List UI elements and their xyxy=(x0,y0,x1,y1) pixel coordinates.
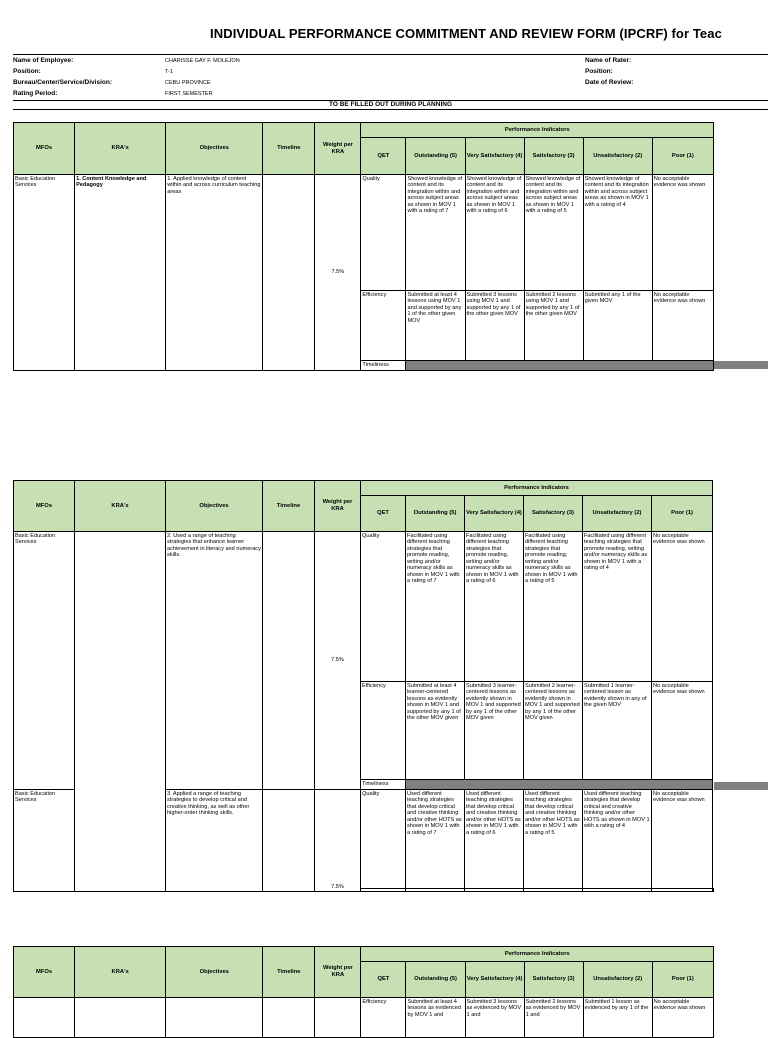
mfo-cell xyxy=(14,998,75,1038)
quality-very-satisfactory: Showed knowledge of content and its integration within and across subject areas as shown in MOV 1 with a rating of 6 xyxy=(465,175,524,291)
quality-satisfactory: Facilitated using different teaching strategies that promote reading, writing and/or numeracy skills as shown in MOV 1 with a rating of 5 xyxy=(524,532,583,682)
timeliness-bar xyxy=(406,361,714,371)
timeliness-bar-extension xyxy=(714,782,768,790)
quality-label: Quality xyxy=(361,175,406,291)
mfo-cell: Basic Education Services xyxy=(14,532,75,790)
weight-cell: 7.5% xyxy=(315,175,361,371)
quality3-very-satisfactory: Used different teaching strategies that develop critical and creative thinking and/or other HOTS as shown in MOV 1 with a rating of 6 xyxy=(465,790,524,889)
timeline-header: Timeline xyxy=(263,123,315,175)
very-satisfactory-header: Very Satisfactory (4) xyxy=(465,496,524,532)
planning-note: TO BE FILLED OUT DURING PLANNING xyxy=(328,101,453,108)
objectives-header: Objectives xyxy=(166,123,263,175)
kra-cell: 1. Content Knowledge and Pedagogy xyxy=(75,175,166,371)
outstanding-header: Outstanding (5) xyxy=(406,138,465,175)
rater-position-label: Position: xyxy=(585,68,613,75)
satisfactory-header: Satisfactory (3) xyxy=(524,962,583,998)
quality-outstanding: Showed knowledge of content and its integration within and across subject areas as shown in MOV 1 with a rating of 7 xyxy=(406,175,465,291)
objective-cell: 2. Used a range of teaching strategies that enhance learner achievement in literacy and numeracy skills. xyxy=(166,532,263,790)
performance-table-2 xyxy=(13,480,714,892)
very-satisfactory-header: Very Satisfactory (4) xyxy=(465,138,524,175)
outstanding-header: Outstanding (5) xyxy=(406,496,465,532)
performance-table-1 xyxy=(13,122,714,371)
efficiency-label: Efficiency xyxy=(361,998,406,1038)
weight-header: Weight per KRA xyxy=(315,123,361,175)
timeliness-bar xyxy=(406,780,713,790)
efficiency-outstanding: Submitted at least 4 lessons using MOV 1 and supported by any 1 of the other given MOV xyxy=(406,291,465,361)
quality-unsatisfactory: Showed knowledge of content and its integration within and across subject areas as shown in MOV 1 with a rating of 4 xyxy=(583,175,652,291)
efficiency-very-satisfactory: Submitted 3 lessons using MOV 1 and supported by any 1 of the other given MOV xyxy=(465,291,524,361)
weight-header: Weight per KRA xyxy=(315,947,361,998)
timeliness-bar-extension xyxy=(714,361,768,369)
outstanding-header: Outstanding (5) xyxy=(406,962,465,998)
position-value: T-1 xyxy=(165,69,173,75)
timeline-header: Timeline xyxy=(263,947,315,998)
poor-header: Poor (1) xyxy=(652,496,713,532)
kra-cell xyxy=(75,532,166,892)
unsatisfactory-header: Unsatisfactory (2) xyxy=(583,962,652,998)
rater-name-label: Name of Rater: xyxy=(585,57,632,64)
performance-indicators-header: Performance Indicators xyxy=(361,123,714,138)
mfo-cell: Basic Education Services xyxy=(14,175,75,371)
bureau-label: Bureau/Center/Service/Division: xyxy=(13,79,112,86)
efficiency-satisfactory: Submitted 2 learner-centered lessons as evidently shown in MOV 1 and supported by any 1 of the other MOV given xyxy=(524,682,583,780)
timeline-cell xyxy=(263,998,315,1038)
quality-label-3: Quality xyxy=(361,790,406,889)
kras-header: KRA's xyxy=(75,123,166,175)
quality3-unsatisfactory: Used different teaching strategies that develop critical and creative thinking and/or other HOTS as shown in MOV 1 with a rating of 4 xyxy=(583,790,652,889)
quality-outstanding: Facilitated using different teaching strategies that promote reading, writing and/or numeracy skills as shown in MOV 1 with a rating of 7 xyxy=(406,532,465,682)
timeliness-label: Timeliness xyxy=(361,780,406,790)
unsatisfactory-header: Unsatisfactory (2) xyxy=(583,138,652,175)
unsatisfactory-header: Unsatisfactory (2) xyxy=(583,496,652,532)
kras-header: KRA's xyxy=(75,481,166,532)
very-satisfactory-header: Very Satisfactory (4) xyxy=(465,962,524,998)
weight-cell-3: 7.5% xyxy=(315,790,361,892)
weight-header: Weight per KRA xyxy=(315,481,361,532)
efficiency-outstanding: Submitted at least 4 lessons as evidenced by MOV 1 and xyxy=(406,998,465,1038)
kras-header: KRA's xyxy=(75,947,166,998)
objective-cell xyxy=(166,998,263,1038)
poor-header: Poor (1) xyxy=(652,138,713,175)
satisfactory-header: Satisfactory (3) xyxy=(524,496,583,532)
efficiency-poor: No acceptable evidence was shown xyxy=(652,682,713,780)
employee-name-label: Name of Employee: xyxy=(13,57,74,64)
bureau-value: CEBU PROVINCE xyxy=(165,80,211,86)
performance-indicators-header: Performance Indicators xyxy=(361,947,714,962)
timeline-cell xyxy=(263,175,315,371)
weight-cell xyxy=(315,998,361,1038)
efficiency-label: Efficiency xyxy=(361,682,406,780)
efficiency-unsatisfactory: Submitted 1 learner-centered lesson as evidently shown in any of the given MOV xyxy=(583,682,652,780)
efficiency-satisfactory: Submitted 2 lessons using MOV 1 and supported by any 1 of the other given MOV xyxy=(524,291,583,361)
qet-header: QET xyxy=(361,496,406,532)
quality3-poor: No acceptable evidence was shown xyxy=(652,790,713,889)
quality-satisfactory: Showed knowledge of content and its integration within and across subject areas as shown in MOV 1 with a rating of 5 xyxy=(524,175,583,291)
efficiency-unsatisfactory: Submitted 1 lesson as evidenced by any 1 of the xyxy=(583,998,652,1038)
timeline-cell-3 xyxy=(263,790,315,892)
satisfactory-header: Satisfactory (3) xyxy=(524,138,583,175)
form-title: INDIVIDUAL PERFORMANCE COMMITMENT AND REVIEW FORM (IPCRF) for Teac xyxy=(210,26,722,41)
quality-very-satisfactory: Facilitated using different teaching strategies that promote reading, writing and/or numeracy skills as shown in MOV 1 with a rating of 6 xyxy=(465,532,524,682)
objectives-header: Objectives xyxy=(166,947,263,998)
timeline-cell xyxy=(263,532,315,790)
quality-poor: No acceptable evidence was shown xyxy=(652,532,713,682)
weight-cell: 7.5% xyxy=(315,532,361,790)
objective-cell: 1. Applied knowledge of content within and across curriculum teaching areas xyxy=(166,175,263,371)
mfos-header: MFOs xyxy=(14,481,75,532)
efficiency-satisfactory: Submitted 2 lessons as evidenced by MOV 1 and xyxy=(524,998,583,1038)
quality3-satisfactory: Used different teaching strategies that develop critical and creative thinking and/or other HOTS as shown in MOV 1 with a rating of 5 xyxy=(524,790,583,889)
poor-header: Poor (1) xyxy=(652,962,713,998)
objective-cell-3: 3. Applied a range of teaching strategies to develop critical and creative thinking, as well as other higher-order thinking skills. xyxy=(166,790,263,892)
efficiency-very-satisfactory: Submitted 3 learner-centered lessons as evidently shown in MOV 1 and supported by any 1 of the other MOV given xyxy=(465,682,524,780)
quality3-outstanding: Used different teaching strategies that develop critical and creative thinking and/or other HOTS as shown in MOV 1 with a rating of 7 xyxy=(406,790,465,889)
performance-indicators-header: Performance Indicators xyxy=(361,481,713,496)
objectives-header: Objectives xyxy=(166,481,263,532)
quality-label: Quality xyxy=(361,532,406,682)
efficiency-outstanding: Submitted at least 4 learner-centered lessons as evidently shown in MOV 1 and supported by any 1 of the other MOV given xyxy=(406,682,465,780)
timeliness-label: Timeliness xyxy=(361,361,406,371)
efficiency-poor: No acceptable evidence was shown xyxy=(652,291,713,361)
rating-period-label: Rating Period: xyxy=(13,90,58,97)
performance-table-3 xyxy=(13,946,714,1038)
rating-period-value: FIRST SEMESTER xyxy=(165,91,213,97)
efficiency-very-satisfactory: Submitted 3 lessons as evidenced by MOV 1 and xyxy=(465,998,524,1038)
timeline-header: Timeline xyxy=(263,481,315,532)
mfo-cell-3: Basic Education Services xyxy=(14,790,75,892)
quality-poor: No acceptable evidence was shown xyxy=(652,175,713,291)
mfos-header: MFOs xyxy=(14,123,75,175)
position-label: Position: xyxy=(13,68,41,75)
quality-unsatisfactory: Facilitated using different teaching strategies that promote reading, writing and/or numeracy skills as shown in MOV 1 with a rating of 4 xyxy=(583,532,652,682)
date-of-review-label: Date of Review: xyxy=(585,79,634,86)
employee-info-block xyxy=(13,54,768,110)
mfos-header: MFOs xyxy=(14,947,75,998)
efficiency-label: Efficiency xyxy=(361,291,406,361)
efficiency-poor: No acceptable evidence was shown xyxy=(652,998,713,1038)
kra-cell xyxy=(75,998,166,1038)
efficiency-unsatisfactory: Submitted any 1 of the given MOV xyxy=(583,291,652,361)
qet-header: QET xyxy=(361,962,406,998)
qet-header: QET xyxy=(361,138,406,175)
employee-name: CHARISSE GAY F. MOLEJON xyxy=(165,58,240,64)
